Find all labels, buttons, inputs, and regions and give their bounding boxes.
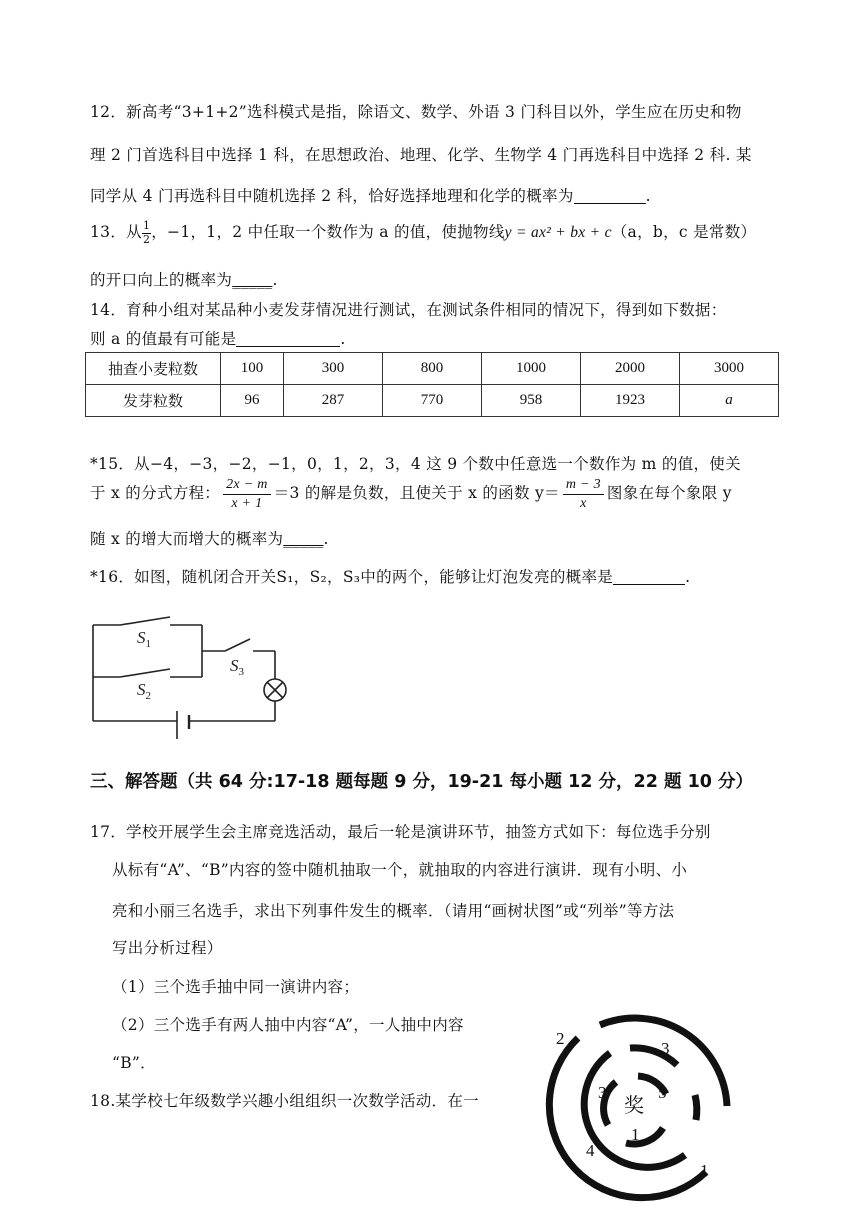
table-cell: 1000	[482, 353, 581, 385]
maze-number: 1	[700, 1161, 709, 1180]
q16-period: .	[685, 568, 691, 586]
q12-line2: 理 2 门首选科目中选择 1 科，在思想政治、地理、化学、生物学 4 门再选科目中选择 2 科. 某	[90, 146, 752, 164]
q12-period: .	[645, 187, 651, 205]
q15-text: 图象在每个象限 y	[606, 484, 732, 502]
table-cell: 1923	[581, 385, 680, 417]
table-header-cell: 抽查小麦粒数	[86, 353, 221, 385]
answer-blank: _____	[283, 530, 324, 548]
q16-line1	[90, 565, 690, 587]
q15-period: .	[323, 530, 329, 548]
q17-sub2b: “B”．	[112, 1054, 156, 1072]
table-cell: 958	[482, 385, 581, 417]
q14-text: 则 a 的值最有可能是	[90, 330, 237, 348]
q17-line3: 亮和小丽三名选手，求出下列事件发生的概率．（请用“画树状图”或“列举”等方法	[112, 902, 675, 920]
table-cell: 100	[221, 353, 284, 385]
answer-blank	[236, 331, 340, 348]
switch-s3-label: $S_3$	[230, 656, 244, 678]
frac-num: 2x − m	[223, 476, 271, 495]
frac-num: m − 3	[563, 476, 604, 495]
maze-number: 5	[658, 1083, 667, 1102]
q17-line4: 写出分析过程）	[112, 939, 223, 957]
q18-line1: 18.某学校七年级数学兴趣小组组织一次数学活动．在一	[90, 1092, 479, 1110]
q13-suffix: （a，b，c 是常数）	[611, 223, 757, 242]
section-heading: 三、解答题（共 64 分:17-18 题每题 9 分，19-21 每小题 12 分，22 题 10 分）	[90, 772, 754, 792]
frac-den: 2	[142, 232, 151, 246]
answer-blank	[613, 569, 685, 586]
germination-table	[85, 352, 779, 417]
q16-text: *16．如图，随机闭合开关S₁，S₂，S₃中的两个，能够让灯泡发亮的概率是	[90, 568, 614, 586]
table-cell: a	[680, 385, 779, 417]
maze-figure	[530, 1010, 760, 1209]
q12-text: 同学从 4 门再选科目中随机选择 2 科，恰好选择地理和化学的概率为	[90, 187, 574, 205]
table-cell: 770	[383, 385, 482, 417]
fraction-equation	[223, 476, 271, 512]
q13-period: .	[272, 271, 278, 289]
q13-mid: ，−1，1，2 中任取一个数作为 a 的值，使抛物线	[151, 223, 505, 242]
q15-line3	[90, 527, 329, 549]
fraction-function	[563, 476, 604, 512]
q15-text: ＝3 的解是负数，且使关于 x 的函数 y＝	[273, 484, 560, 502]
fraction-half	[142, 220, 151, 246]
q13-text: 的开口向上的概率为	[90, 271, 233, 289]
q17-sub1: （1）三个选手抽中同一演讲内容；	[112, 978, 360, 996]
switch-s2-label: $S_2$	[137, 680, 151, 702]
frac-den: x	[580, 495, 587, 511]
table-row	[86, 385, 779, 417]
table-row	[86, 353, 779, 385]
maze-number: 3	[598, 1083, 607, 1102]
q12-line3	[90, 184, 651, 206]
q13-line1	[90, 220, 756, 246]
maze-number: 1	[631, 1125, 640, 1144]
q14-line2	[90, 327, 346, 349]
table-header-cell: 发芽粒数	[86, 385, 221, 417]
parabola-formula: y = ax² + bx + c	[504, 224, 612, 242]
maze-number: 2	[556, 1029, 565, 1048]
maze-number: 4	[586, 1141, 595, 1160]
table-cell: 96	[221, 385, 284, 417]
q17-line1: 17．学校开展学生会主席竞选活动，最后一轮是演讲环节，抽签方式如下：每位选手分别	[90, 823, 711, 841]
q15-text: 于 x 的分式方程：	[90, 484, 221, 502]
switch-s1-label: $S_1$	[137, 628, 151, 650]
q17-line2: 从标有“A”、“B”内容的签中随机抽取一个，就抽取的内容进行演讲．现有小明、小	[112, 861, 688, 879]
table-cell: 300	[284, 353, 383, 385]
frac-num: 1	[142, 219, 151, 232]
circuit-diagram	[85, 615, 300, 745]
q15-line1: *15．从−4，−3，−2，−1，0，1，2，3，4 这 9 个数中任意选一个数作为 m 的值，使关	[90, 455, 741, 473]
frac-den: x + 1	[231, 495, 263, 511]
q14-period: .	[340, 330, 346, 348]
table-cell: 3000	[680, 353, 779, 385]
answer-blank: _____	[232, 271, 273, 289]
q15-line2	[90, 476, 732, 512]
table-cell: 287	[284, 385, 383, 417]
q14-line1: 14．育种小组对某品种小麦发芽情况进行测试，在测试条件相同的情况下，得到如下数据：	[90, 301, 727, 319]
maze-number: 3	[661, 1039, 670, 1058]
q13-prefix: 13．从	[90, 223, 142, 242]
q13-line2	[90, 268, 278, 290]
answer-blank	[574, 188, 646, 205]
q17-sub2a: （2）三个选手有两人抽中内容“A”，一人抽中内容	[112, 1016, 464, 1034]
q15-text: 随 x 的增大而增大的概率为	[90, 530, 284, 548]
table-cell: 800	[383, 353, 482, 385]
q12-line1: 12．新高考“3+1+2”选科模式是指，除语文、数学、外语 3 门科目以外，学生应在历史和物	[90, 103, 742, 121]
maze-center-label: 奖	[624, 1095, 644, 1117]
table-cell: 2000	[581, 353, 680, 385]
